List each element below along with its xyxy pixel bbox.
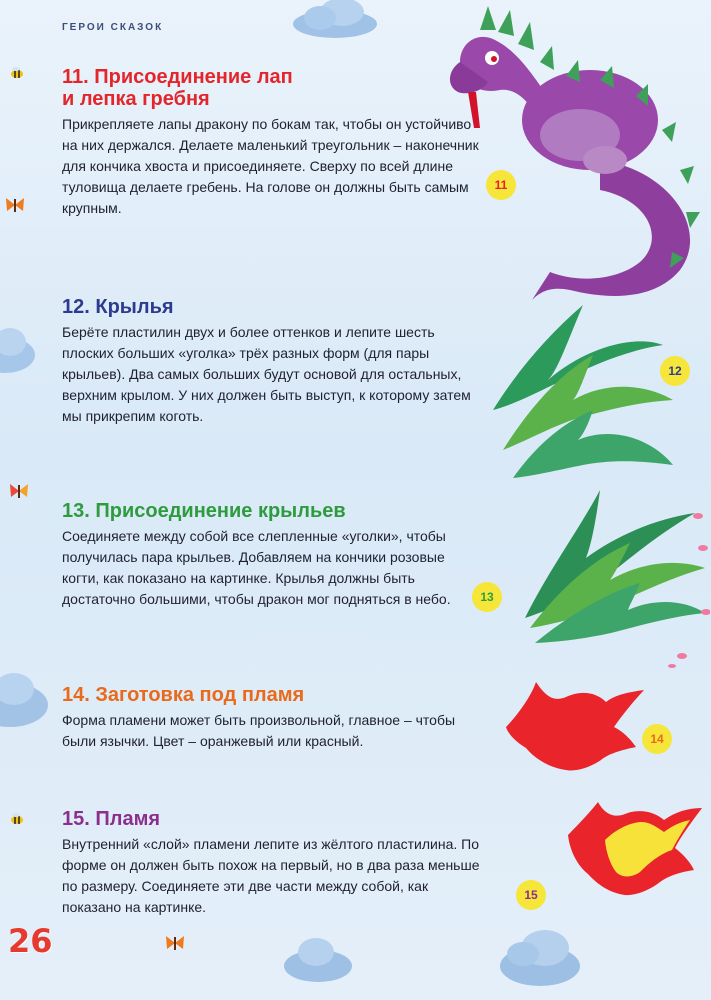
step-title (62, 66, 482, 110)
flame-blank-illustration (496, 672, 646, 782)
assembled-wing-illustration (510, 488, 710, 668)
butterfly-icon (8, 482, 30, 500)
step-title-line2: и лепка гребня (62, 88, 210, 110)
step-11 (62, 66, 482, 219)
step-13 (62, 500, 482, 610)
section-header: ГЕРОИ СКАЗОК (62, 22, 164, 33)
cloud-decoration (290, 0, 380, 40)
step-badge: 11 (486, 170, 516, 200)
wing-parts-illustration (488, 300, 688, 485)
step-12 (62, 296, 482, 427)
step-text: Внутренний «слой» пламени лепите из жёлтого пластилина. По форме он должен быть похож на первый, но в два раза меньше по размеру. Соединяете эти две части между собой, как показано на картинке. (62, 836, 480, 915)
page-number: 26 (8, 922, 53, 960)
step-badge: 14 (642, 724, 672, 754)
step-badge: 15 (516, 880, 546, 910)
step-text: Форма пламени может быть произвольной, главное – чтобы были язычки. Цвет – оранжевый или красный. (62, 712, 456, 749)
step-badge: 13 (472, 582, 502, 612)
cloud-decoration (0, 665, 50, 735)
bee-icon (8, 812, 26, 826)
step-text: Берёте пластилин двух и более оттенков и лепите шесть плоских больших «уголка» трёх разных форм (для пары крыльев). Два самых больших будут основой для остальных, верхним крылом. У них должен быть выступ, к которому затем мы прикрепим коготь. (62, 324, 471, 424)
flame-illustration (560, 800, 705, 905)
cloud-decoration (0, 320, 40, 380)
step-title: 14. Заготовка под пламя (62, 684, 305, 706)
step-title: 13. Присоединение крыльев (62, 500, 346, 522)
step-text: Прикрепляете лапы дракону по бокам так, чтобы он устойчиво на них держался. Делаете маленький треугольник – наконечник для кончика хвоста и присоединяете. Сверху по всей длине туловища делаете гребень. На голове он должны быть самым крупным. (62, 116, 479, 216)
step-title: 12. Крылья (62, 296, 174, 318)
step-15 (62, 808, 482, 918)
bee-icon (8, 66, 26, 80)
butterfly-icon (164, 934, 186, 952)
step-text: Соединяете между собой все слепленные «уголки», чтобы получилась пара крыльев. Добавляем на кончики розовые когти, как показано на картинке. Крылья должны быть достаточно большими, чтобы дракон мог подняться в небо. (62, 528, 451, 607)
step-title-line1: 11. Присоединение лап (62, 66, 293, 88)
cloud-decoration (495, 920, 585, 990)
step-title: 15. Пламя (62, 808, 161, 830)
step-badge: 12 (660, 356, 690, 386)
cloud-decoration (280, 930, 355, 985)
step-14 (62, 684, 482, 752)
butterfly-icon (4, 196, 26, 214)
dragon-illustration (440, 0, 711, 320)
